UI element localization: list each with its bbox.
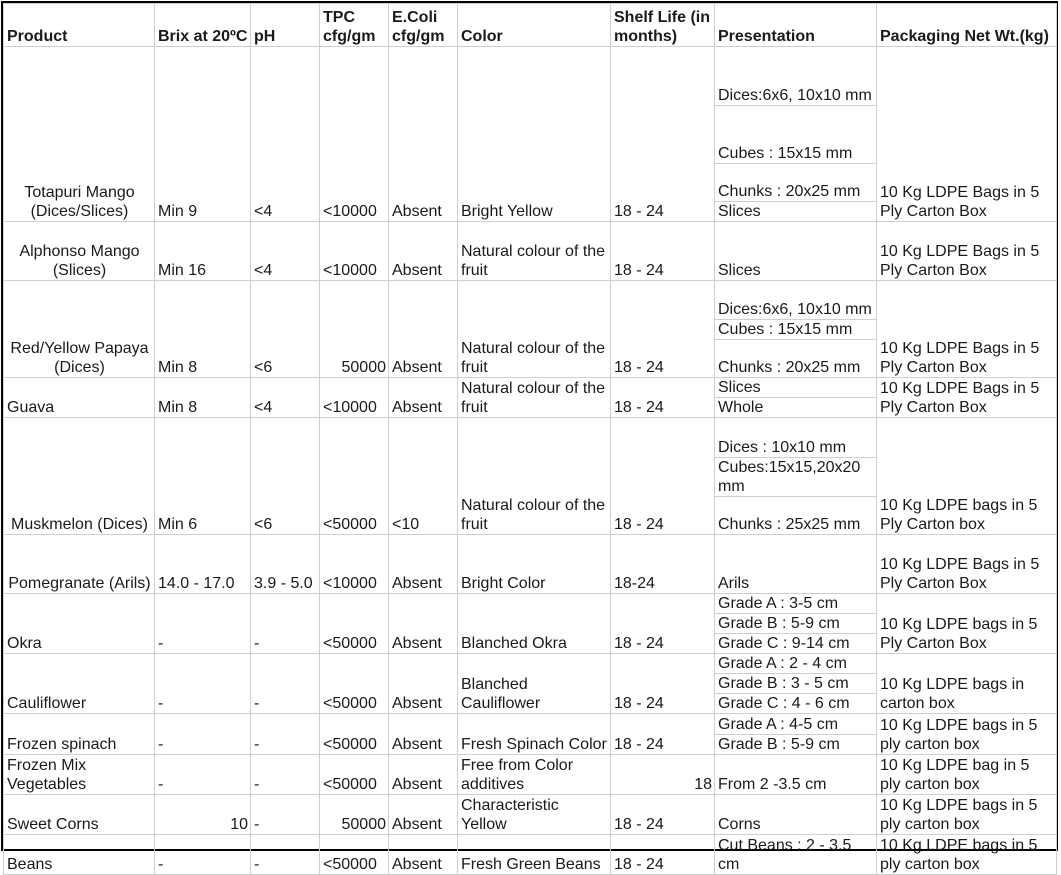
presentation-item: Corns xyxy=(718,815,761,833)
ph-cell: <4 xyxy=(251,222,320,281)
presentation-cell xyxy=(715,535,877,594)
ecoli-cell: Absent xyxy=(389,47,458,222)
packaging-cell: 10 Kg LDPE bags in 5 Ply Carton box xyxy=(877,418,1057,535)
product-cell: Alphonso Mango (Slices) xyxy=(4,222,155,281)
shelf-life-cell: 18 - 24 xyxy=(611,378,715,418)
ph-cell: <4 xyxy=(251,47,320,222)
header-product: Product xyxy=(4,4,155,47)
ph-cell: <6 xyxy=(251,281,320,378)
color-cell: Blanched Cauliflower xyxy=(458,654,611,714)
packaging-cell: 10 Kg LDPE Bags in 5 Ply Carton Box xyxy=(877,378,1057,418)
tpc-cell: <50000 xyxy=(320,714,389,755)
presentation-item: Cubes : 15x15 mm xyxy=(715,105,876,163)
presentation-cell xyxy=(715,418,877,535)
product-cell: Cauliflower xyxy=(4,654,155,714)
brix-cell: Min 16 xyxy=(155,222,251,281)
header-packaging: Packaging Net Wt.(kg) xyxy=(877,4,1057,47)
header-row xyxy=(4,4,1057,47)
product-cell: Totapuri Mango (Dices/Slices) xyxy=(4,47,155,222)
header-ph: pH xyxy=(251,4,320,47)
shelf-life-cell: 18 - 24 xyxy=(611,418,715,535)
shelf-life-cell: 18 - 24 xyxy=(611,654,715,714)
color-cell: Blanched Okra xyxy=(458,594,611,654)
shelf-life-cell: 18 - 24 xyxy=(611,714,715,755)
presentation-item: Dices:6x6, 10x10 mm xyxy=(715,281,876,319)
table-row xyxy=(4,654,1057,714)
ecoli-cell: Absent xyxy=(389,535,458,594)
presentation-item: Arils xyxy=(718,575,750,592)
brix-cell: Min 8 xyxy=(155,378,251,418)
tpc-cell: <50000 xyxy=(320,754,389,794)
product-cell: Pomegranate (Arils) xyxy=(4,535,155,594)
packaging-cell: 10 Kg LDPE bag in 5 ply carton box xyxy=(877,754,1057,794)
color-cell: Free from Color additives xyxy=(458,754,611,794)
presentation-item: From 2 -3.5 cm xyxy=(718,775,827,793)
ecoli-cell: Absent xyxy=(389,281,458,378)
brix-cell: 14.0 - 17.0 xyxy=(155,535,251,594)
tpc-cell: <50000 xyxy=(320,834,389,874)
product-cell: Frozen Mix Vegetables xyxy=(4,754,155,794)
packaging-cell: 10 Kg LDPE bags in carton box xyxy=(877,654,1057,714)
table-row xyxy=(4,418,1057,535)
color-cell: Bright Yellow xyxy=(458,47,611,222)
presentation-item: Grade B : 5-9 cm xyxy=(718,735,840,753)
ph-cell: - xyxy=(251,714,320,755)
product-cell: Red/Yellow Papaya (Dices) xyxy=(4,281,155,378)
ecoli-cell: Absent xyxy=(389,222,458,281)
shelf-life-cell: 18 - 24 xyxy=(611,794,715,834)
ph-cell: <6 xyxy=(251,418,320,535)
packaging-cell: 10 Kg LDPE bags in 5 ply carton box xyxy=(877,794,1057,834)
presentation-item: Slices xyxy=(718,203,761,220)
brix-cell: 10 xyxy=(155,794,251,834)
tpc-cell: <50000 xyxy=(320,654,389,714)
brix-cell: - xyxy=(155,654,251,714)
table-row xyxy=(4,378,1057,418)
table-row xyxy=(4,222,1057,281)
shelf-life-cell: 18 - 24 xyxy=(611,834,715,874)
shelf-life-cell: 18 xyxy=(611,754,715,794)
ecoli-cell: Absent xyxy=(389,378,458,418)
presentation-item: Grade A : 4-5 cm xyxy=(715,714,876,734)
presentation-item: Grade B : 5-9 cm xyxy=(715,614,876,634)
header-presentation: Presentation xyxy=(715,4,877,47)
ecoli-cell: <10 xyxy=(389,418,458,535)
presentation-item: Chunks : 25x25 mm xyxy=(718,516,861,533)
ecoli-cell: Absent xyxy=(389,714,458,755)
ph-cell: - xyxy=(251,654,320,714)
product-cell: Frozen spinach xyxy=(4,714,155,755)
presentation-item: Grade C : 4 - 6 cm xyxy=(718,695,850,712)
ph-cell: - xyxy=(251,794,320,834)
shelf-life-cell: 18 - 24 xyxy=(611,222,715,281)
table-row xyxy=(4,754,1057,794)
tpc-cell: <10000 xyxy=(320,222,389,281)
tpc-cell: 50000 xyxy=(320,281,389,378)
ecoli-cell: Absent xyxy=(389,654,458,714)
brix-cell: - xyxy=(155,754,251,794)
presentation-item: Chunks : 20x25 mm xyxy=(718,359,861,376)
brix-cell: Min 9 xyxy=(155,47,251,222)
presentation-cell xyxy=(715,654,877,714)
product-cell: Beans xyxy=(4,834,155,874)
ph-cell: <4 xyxy=(251,378,320,418)
presentation-item: Chunks : 20x25 mm xyxy=(715,163,876,201)
spreadsheet xyxy=(1,1,1058,873)
presentation-cell xyxy=(715,794,877,834)
presentation-item: Dices:6x6, 10x10 mm xyxy=(715,47,876,105)
brix-cell: Min 6 xyxy=(155,418,251,535)
presentation-cell xyxy=(715,754,877,794)
presentation-item: Cut Beans : 2 - 3.5 cm xyxy=(718,836,852,873)
tpc-cell: <50000 xyxy=(320,594,389,654)
presentation-cell xyxy=(715,47,877,222)
presentation-cell xyxy=(715,834,877,874)
presentation-item: Grade A : 2 - 4 cm xyxy=(715,654,876,674)
presentation-item: Dices : 10x10 mm xyxy=(715,418,876,457)
presentation-item: Slices xyxy=(718,262,761,279)
presentation-cell xyxy=(715,222,877,281)
ecoli-cell: Absent xyxy=(389,834,458,874)
color-cell: Natural colour of the fruit xyxy=(458,418,611,535)
product-cell: Muskmelon (Dices) xyxy=(4,418,155,535)
table-row xyxy=(4,281,1057,378)
color-cell: Bright Color xyxy=(458,535,611,594)
ph-cell: - xyxy=(251,594,320,654)
brix-cell: - xyxy=(155,594,251,654)
product-spec-table xyxy=(3,3,1057,875)
ecoli-cell: Absent xyxy=(389,754,458,794)
presentation-item: Grade A : 3-5 cm xyxy=(715,594,876,614)
shelf-life-cell: 18-24 xyxy=(611,535,715,594)
shelf-life-cell: 18 - 24 xyxy=(611,281,715,378)
packaging-cell: 10 Kg LDPE Bags in 5 Ply Carton Box xyxy=(877,281,1057,378)
packaging-cell: 10 Kg LDPE bags in 5 ply carton box xyxy=(877,714,1057,755)
header-color: Color xyxy=(458,4,611,47)
color-cell: Characteristic Yellow xyxy=(458,794,611,834)
presentation-cell xyxy=(715,281,877,378)
ecoli-cell: Absent xyxy=(389,794,458,834)
shelf-life-cell: 18 - 24 xyxy=(611,47,715,222)
tpc-cell: <10000 xyxy=(320,535,389,594)
presentation-cell xyxy=(715,378,877,418)
header-ecoli: E.Coli cfg/gm xyxy=(389,4,458,47)
ecoli-cell: Absent xyxy=(389,594,458,654)
tpc-cell: <10000 xyxy=(320,378,389,418)
header-tpc: TPC cfg/gm xyxy=(320,4,389,47)
packaging-cell: 10 Kg LDPE bags in 5 Ply Carton Box xyxy=(877,594,1057,654)
tpc-cell: <10000 xyxy=(320,47,389,222)
table-row xyxy=(4,47,1057,222)
brix-cell: - xyxy=(155,834,251,874)
table-row xyxy=(4,794,1057,834)
presentation-item: Slices xyxy=(715,378,876,398)
shelf-life-cell: 18 - 24 xyxy=(611,594,715,654)
product-cell: Sweet Corns xyxy=(4,794,155,834)
color-cell: Fresh Spinach Color xyxy=(458,714,611,755)
color-cell: Natural colour of the fruit xyxy=(458,378,611,418)
tpc-cell: 50000 xyxy=(320,794,389,834)
presentation-item: Cubes : 15x15 mm xyxy=(715,319,876,339)
packaging-cell: 10 Kg LDPE bags in 5 ply carton box xyxy=(877,834,1057,874)
packaging-cell: 10 Kg LDPE Bags in 5 Ply Carton Box xyxy=(877,222,1057,281)
table-row xyxy=(4,714,1057,755)
presentation-item: Cubes:15x15,20x20 mm xyxy=(715,457,876,496)
packaging-cell: 10 Kg LDPE Bags in 5 Ply Carton Box xyxy=(877,535,1057,594)
presentation-item: Grade B : 3 - 5 cm xyxy=(715,674,876,694)
presentation-cell xyxy=(715,594,877,654)
product-cell: Okra xyxy=(4,594,155,654)
presentation-item: Grade C : 9-14 cm xyxy=(718,635,850,652)
brix-cell: Min 8 xyxy=(155,281,251,378)
table-row xyxy=(4,834,1057,874)
brix-cell: - xyxy=(155,714,251,755)
table-row xyxy=(4,535,1057,594)
tpc-cell: <50000 xyxy=(320,418,389,535)
presentation-cell xyxy=(715,714,877,755)
color-cell: Natural colour of the fruit xyxy=(458,281,611,378)
header-shelf-life: Shelf Life (in months) xyxy=(611,4,715,47)
ph-cell: 3.9 - 5.0 xyxy=(251,535,320,594)
color-cell: Natural colour of the fruit xyxy=(458,222,611,281)
header-brix: Brix at 20ºC xyxy=(155,4,251,47)
presentation-item: Whole xyxy=(718,399,764,416)
table-row xyxy=(4,594,1057,654)
ph-cell: - xyxy=(251,834,320,874)
ph-cell: - xyxy=(251,754,320,794)
packaging-cell: 10 Kg LDPE Bags in 5 Ply Carton Box xyxy=(877,47,1057,222)
product-cell: Guava xyxy=(4,378,155,418)
color-cell: Fresh Green Beans xyxy=(458,834,611,874)
